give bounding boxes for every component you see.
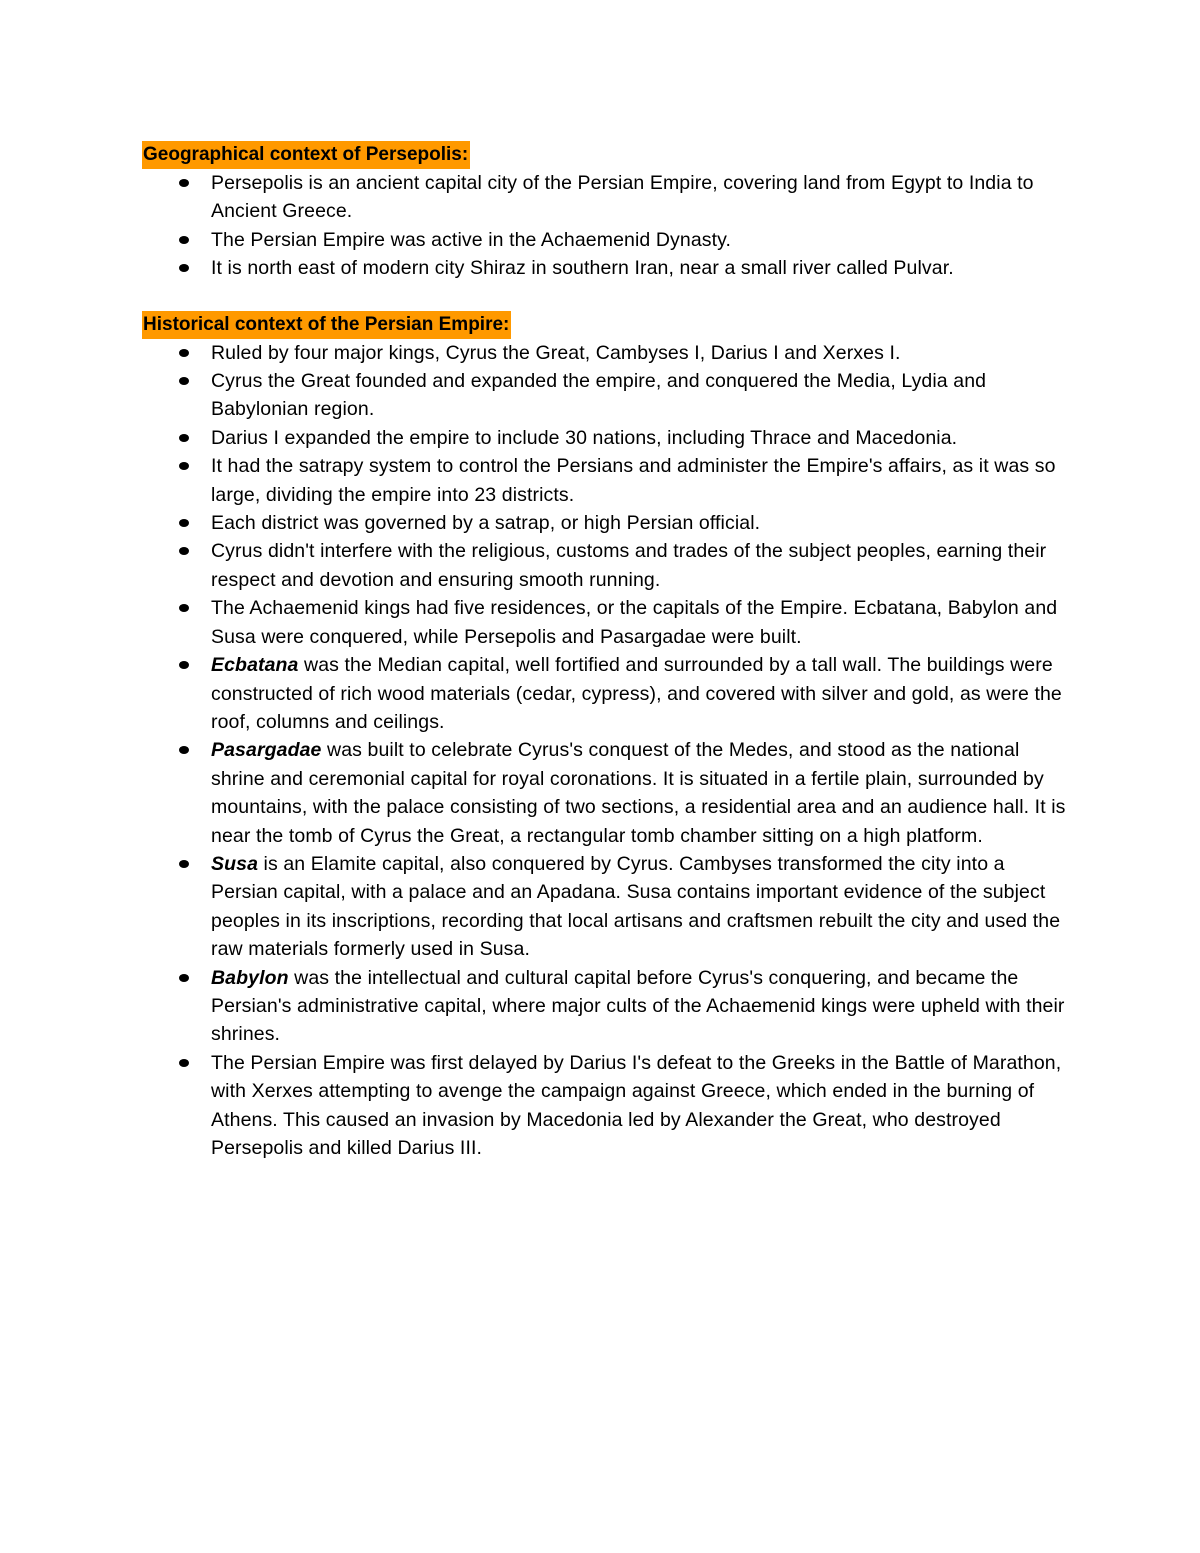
item-text: Darius I expanded the empire to include 30 nations, including Thrace and Macedonia. xyxy=(211,426,958,449)
list-item xyxy=(142,850,1072,964)
bullet-list xyxy=(142,169,1072,283)
document-page xyxy=(142,141,1072,1162)
item-term: Susa xyxy=(211,852,259,875)
list-item xyxy=(142,537,1072,594)
list-item xyxy=(142,169,1072,226)
item-text: The Achaemenid kings had five residences, or the capitals of the Empire. Ecbatana, Babylon and Susa were conquered, while Persepolis and Pasargadae were built. xyxy=(211,597,1058,648)
list-item xyxy=(142,367,1072,424)
item-text: Persepolis is an ancient capital city of the Persian Empire, covering land from Egypt to India to Ancient Greece. xyxy=(211,172,1034,223)
bullet-icon xyxy=(179,1059,189,1067)
list-item xyxy=(142,509,1072,537)
bullet-icon xyxy=(179,434,189,442)
bullet-icon xyxy=(179,236,189,244)
bullet-icon xyxy=(179,860,189,868)
bullet-icon xyxy=(179,519,189,527)
list-item xyxy=(142,424,1072,452)
bullet-icon xyxy=(179,179,189,187)
list-item xyxy=(142,651,1072,736)
item-text: is an Elamite capital, also conquered by Cyrus. Cambyses transformed the city into a Persian capital, with a palace and an Apadana. Susa contains important evidence of the subject peoples in its inscriptions, recording that local artisans and craftsmen rebuilt the city and used the raw materials formerly used in Susa. xyxy=(211,852,1061,961)
bullet-icon xyxy=(179,661,189,669)
item-text: It had the satrapy system to control the Persians and administer the Empire's affairs, as it was so large, dividing the empire into 23 districts. xyxy=(211,455,1056,506)
section-historical-context xyxy=(142,311,1072,1163)
bullet-icon xyxy=(179,547,189,555)
bullet-icon xyxy=(179,604,189,612)
item-text: was built to celebrate Cyrus's conquest of the Medes, and stood as the national shrine and ceremonial capital for royal coronations. It is situated in a fertile plain, surrounded by mountains, with the palace consisting of two sections, a residential area and an audience hall. It is near the tomb of Cyrus the Great, a rectangular tomb chamber sitting on a high platform. xyxy=(211,739,1066,847)
item-text: It is north east of modern city Shiraz in southern Iran, near a small river called Pulvar. xyxy=(211,257,954,280)
item-text: The Persian Empire was first delayed by Darius I's defeat to the Greeks in the Battle of Marathon, with Xerxes attempting to avenge the campaign against Greece, which ended in the burning of Athens. This caused an invasion by Macedonia led by Alexander the Great, who destroyed Persepolis and killed Darius III. xyxy=(211,1051,1062,1159)
item-text: The Persian Empire was active in the Achaemenid Dynasty. xyxy=(211,228,732,251)
item-text: Cyrus the Great founded and expanded the empire, and conquered the Media, Lydia and Babylonian region. xyxy=(211,370,987,421)
bullet-icon xyxy=(179,377,189,385)
section-heading: Geographical context of Persepolis: xyxy=(142,141,470,169)
list-item xyxy=(142,254,1072,282)
list-item xyxy=(142,339,1072,367)
list-item xyxy=(142,226,1072,254)
list-item xyxy=(142,736,1072,850)
item-term: Ecbatana xyxy=(211,654,299,677)
bullet-icon xyxy=(179,349,189,357)
bullet-icon xyxy=(179,462,189,470)
item-term: Babylon xyxy=(211,966,289,989)
list-item xyxy=(142,594,1072,651)
item-text: was the Median capital, well fortified and surrounded by a tall wall. The buildings were constructed of rich wood materials (cedar, cypress), and covered with silver and gold, as were the roof, columns and ceilings. xyxy=(211,654,1062,733)
item-text: Cyrus didn't interfere with the religious, customs and trades of the subject peoples, earning their respect and devotion and ensuring smooth running. xyxy=(211,540,1047,591)
item-term: Pasargadae xyxy=(211,739,322,762)
bullet-list xyxy=(142,339,1072,1163)
section-geographical-context xyxy=(142,141,1072,283)
list-item xyxy=(142,452,1072,509)
bullet-icon xyxy=(179,264,189,272)
item-text: Ruled by four major kings, Cyrus the Great, Cambyses I, Darius I and Xerxes I. xyxy=(211,341,901,364)
item-text: Each district was governed by a satrap, or high Persian official. xyxy=(211,512,761,535)
list-item xyxy=(142,964,1072,1049)
list-item xyxy=(142,1049,1072,1163)
item-text: was the intellectual and cultural capital before Cyrus's conquering, and became the Persian's administrative capital, where major cults of the Achaemenid kings were upheld with their shrines. xyxy=(211,966,1065,1046)
section-heading: Historical context of the Persian Empire: xyxy=(142,311,511,339)
bullet-icon xyxy=(179,974,189,982)
bullet-icon xyxy=(179,746,189,754)
